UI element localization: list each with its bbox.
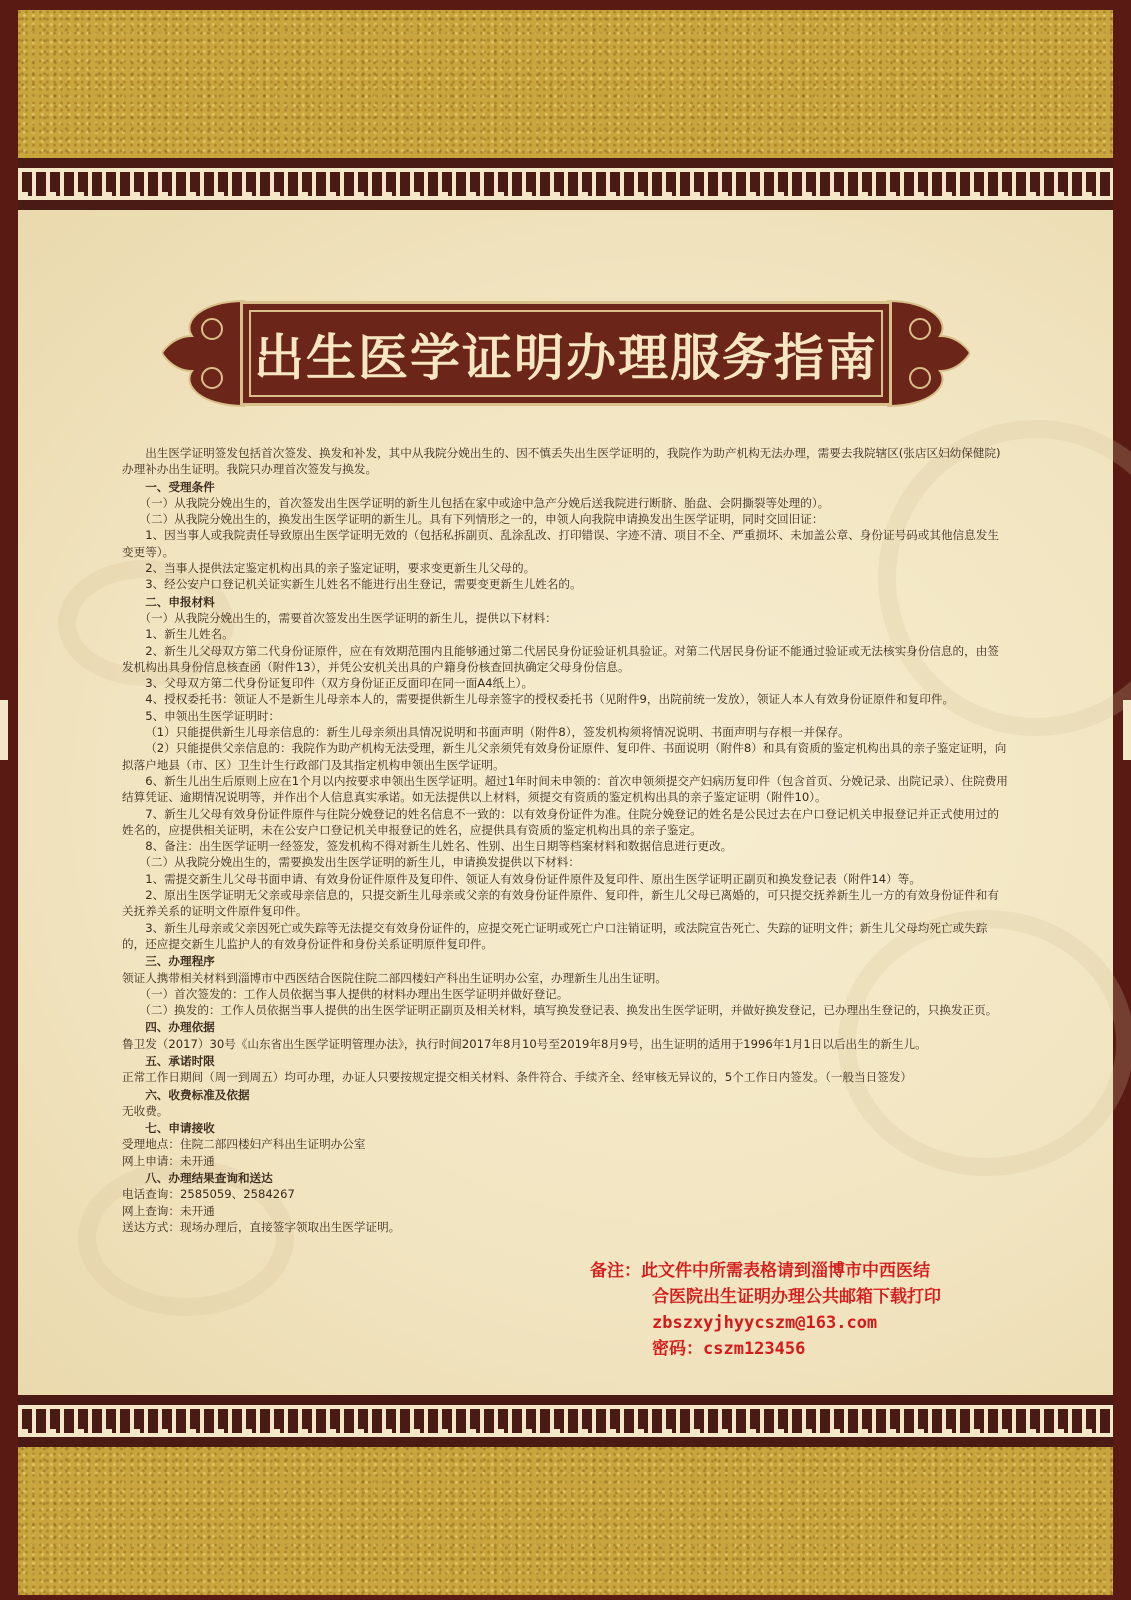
paragraph: 网上申请：未开通 (122, 1153, 215, 1168)
section-heading: 七、申请接收 (145, 1121, 215, 1136)
paragraph: （一）首次签发的：工作人员依据当事人提供的材料办理出生医学证明并做好登记。 (139, 986, 569, 1001)
paragraph: （2）只能提供父亲信息的：我院作为助产机构无法受理，新生儿父亲须凭有效身份证原件、复印件、书面说明（附件8）和具有资质的鉴定机构出具的亲子鉴定证明，向拟落户地县（市、区）卫生计生行政部门及其指定机构申领出生医学证明。 (122, 741, 1007, 772)
section-heading: 二、申报材料 (145, 594, 215, 609)
paragraph: 1、需提交新生儿父母书面申请、有效身份证件原件及复印件、领证人有效身份证件原件及复印件、原出生医学证明正副页和换发登记表（附件14）等。 (145, 871, 921, 886)
paragraph: 电话查询：2585059、2584267 (122, 1187, 295, 1202)
title-plaque (162, 291, 970, 416)
page-title: 出生医学证明办理服务指南 (254, 328, 878, 387)
section-heading: 六、收费标准及依据 (145, 1087, 250, 1102)
right-edge-mark (1123, 700, 1131, 760)
paragraph: 5、申领出生医学证明时： (145, 708, 281, 723)
paragraph: 8、备注：出生医学证明一经签发，签发机构不得对新生儿姓名、性别、出生日期等档案材料和数据信息进行更改。 (145, 839, 733, 854)
section-heading: 一、受理条件 (145, 479, 215, 494)
paragraph: （二）换发的：工作人员依据当事人提供的出生医学证明正副页及相关材料，填写换发登记表、换发出生医学证明，并做好换发登记，已办理出生登记的，只换发正页。 (139, 1003, 998, 1018)
paragraph: 1、新生儿姓名。 (145, 627, 234, 642)
paragraph: 网上查询：未开通 (122, 1203, 215, 1218)
paragraph: （一）从我院分娩出生的，需要首次签发出生医学证明的新生儿，提供以下材料： (139, 610, 557, 625)
note-password: 密码：cszm123456 (652, 1339, 806, 1359)
paragraph: （二）从我院分娩出生的，换发出生医学证明的新生儿。具有下列情形之一的，申领人向我院申请换发出生医学证明，同时交回旧证： (139, 512, 824, 527)
intro-paragraph: 出生医学证明签发包括首次签发、换发和补发，其中从我院分娩出生的、因不慎丢失出生医学证明的，我院作为助产机构无法办理，需要去我院辖区(张店区妇幼保健院)办理补办出生证明。我院只办理首次签发与换发。 (122, 446, 1001, 477)
paragraph: 受理地点：住院二部四楼妇产科出生证明办公室 (122, 1137, 366, 1152)
section-heading: 四、办理依据 (145, 1020, 215, 1035)
title-box (240, 301, 892, 406)
paragraph: 6、新生儿出生后原则上应在1个月以内按要求申领出生医学证明。超过1年时间未申领的：首次申领须提交产妇病历复印件（包含首页、分娩记录、出院记录）、住院费用结算凭证、逾期情况说明等，并作出个人信息真实承诺。如无法提供以上材料，须提交有资质的鉴定机构出具的亲子鉴定证明（附件10）。 (122, 773, 1008, 805)
paragraph: 2、新生儿父母双方第二代身份证原件，应在有效期范围内且能够通过第二代居民身份证验证机具验证。对第二代居民身份证不能通过验证或无法核实身份信息的，由签发机构出具身份信息核查函（附件13），并凭公安机关出具的户籍身份核查回执确定父母身份信息。 (122, 643, 999, 674)
paragraph: 1、因当事人或我院责任导致原出生医学证明无效的（包括私拆副页、乱涂乱改、打印错误、字迹不清、项目不全、严重损坏、未加盖公章、身份证号码或其他信息发生变更等）。 (122, 528, 999, 559)
paragraph: 领证人携带相关材料到淄博市中西医结合医院住院二部四楼妇产科出生证明办公室，办理新生儿出生证明。 (122, 970, 667, 985)
paragraph: （二）从我院分娩出生的，需要换发出生医学证明的新生儿，申请换发提供以下材料： (139, 855, 580, 870)
paragraph: 3、父母双方第二代身份证复印件（双方身份证正反面印在同一面A4纸上）。 (145, 676, 534, 691)
paragraph: 无收费。 (122, 1103, 169, 1118)
paragraph: （1）只能提供新生儿母亲信息的：新生儿母亲须出具情况说明和书面声明（附件8），签发机构须将情况说明、书面声明与存根一并保存。 (145, 725, 850, 740)
paragraph: 2、原出生医学证明无父亲或母亲信息的，只提交新生儿母亲或父亲的有效身份证件原件、复印件，新生儿父母已离婚的，可只提交抚养新生儿一方的有效身份证件和有关抚养关系的证明文件原件复印件。 (122, 888, 999, 919)
paragraph: 送达方式：现场办理后，直接签字领取出生医学证明。 (122, 1219, 401, 1234)
section-heading: 五、承诺时限 (145, 1053, 215, 1068)
paragraph: 7、新生儿父母有效身份证件原件与住院分娩登记的姓名信息不一致的：以有效身份证件为准。住院分娩登记的姓名是公民过去在户口登记机关申报登记并正式使用过的姓名的，应提供相关证明，未在公安户口登记机关申报登记的姓名，应提供具有资质的鉴定机构出具的亲子鉴定。 (122, 806, 999, 837)
section-heading: 八、办理结果查询和送达 (145, 1171, 273, 1186)
section-heading: 三、办理程序 (145, 954, 215, 969)
note-email[interactable]: zbszxyjhyycszm@163.com (652, 1313, 878, 1333)
paragraph: （一）从我院分娩出生的，首次签发出生医学证明的新生儿包括在家中或途中急产分娩后送我院进行断脐、胎盘、会阴撕裂等处理的）。 (139, 495, 830, 510)
bottom-greek-border (18, 1395, 1113, 1447)
paragraph: 2、当事人提供法定鉴定机构出具的亲子鉴定证明，要求变更新生儿父母的。 (145, 561, 536, 576)
note-line: 备注：此文件中所需表格请到淄博市中西医结 (590, 1261, 930, 1281)
paragraph: 正常工作日期间（周一到周五）均可办理，办证人只要按规定提交相关材料、条件符合、手续齐全、经审核无异议的，5个工作日内签发。（一般当日签发） (122, 1070, 912, 1085)
document-body (122, 445, 1010, 1235)
paragraph: 4、授权委托书：领证人不是新生儿母亲本人的，需要提供新生儿母亲签字的授权委托书（见附件9，出院前统一发放），领证人本人有效身份证原件和复印件。 (145, 692, 955, 707)
download-note (590, 1258, 1010, 1362)
left-edge-mark (0, 700, 8, 760)
top-greek-border (18, 158, 1113, 210)
paragraph: 3、新生儿母亲或父亲因死亡或失踪等无法提交有效身份证件的，应提交死亡证明或死亡户口注销证明，或法院宣告死亡、失踪的证明文件；新生儿父母均死亡或失踪的，还应提交新生儿监护人的有效身份证件和身份关系证明原件复印件。 (122, 920, 988, 951)
paragraph: 3、经公安户口登记机关证实新生儿姓名不能进行出生登记，需要变更新生儿姓名的。 (145, 577, 582, 592)
paragraph: 鲁卫发（2017）30号《山东省出生医学证明管理办法》，执行时间2017年8月10号至2019年8月9号，出生证明的适用于1996年1月1日以后出生的新生儿。 (122, 1036, 927, 1051)
note-line: 合医院出生证明办理公共邮箱下载打印 (652, 1287, 941, 1307)
